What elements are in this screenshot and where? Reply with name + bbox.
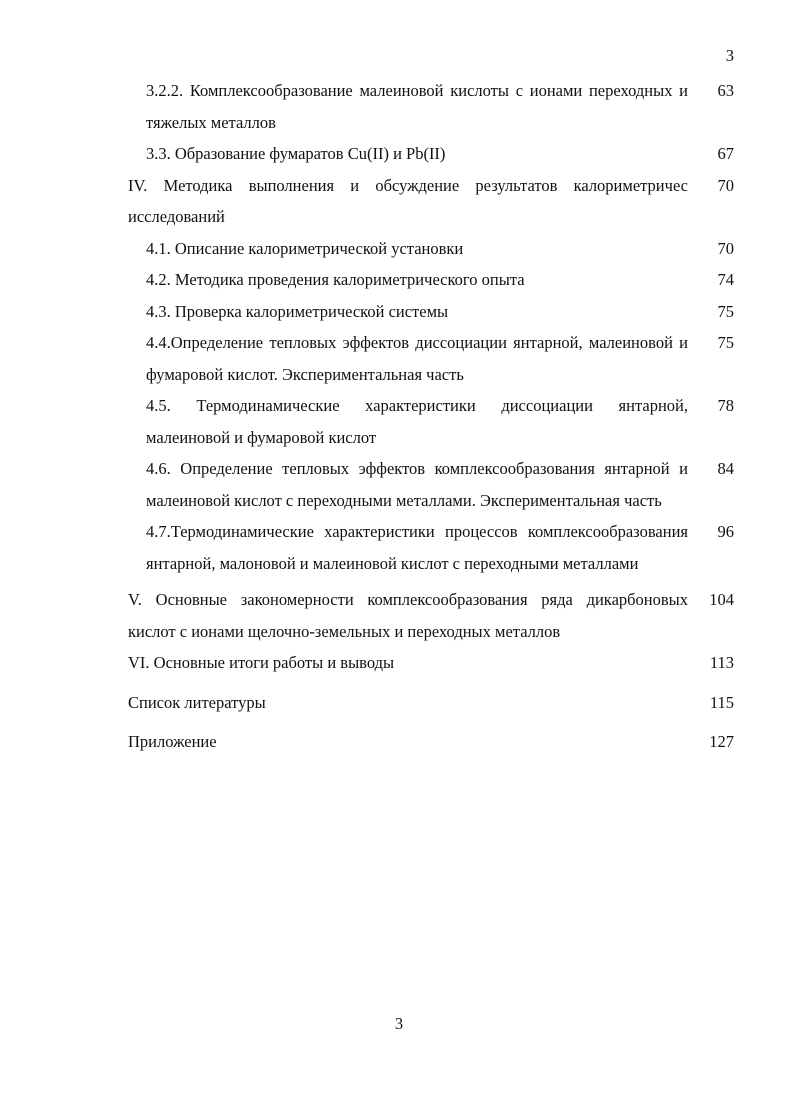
toc-entry-4-5 — [128, 390, 734, 453]
toc-entry-title: VI. Основные итоги работы и выводы — [128, 653, 395, 672]
toc-entry-title: Приложение — [128, 732, 217, 751]
toc-entry-title: 4.6. Определение тепловых эффектов комплексообразования янтарной и малеиновой кислот с переходными металлами. Экспериментальная часть — [146, 459, 688, 510]
toc-entry-vi — [128, 647, 734, 679]
toc-entry-page: 113 — [709, 653, 734, 672]
toc-entry-title: IV. Методика выполнения и обсуждение результатов калориметричес исследований — [128, 175, 688, 226]
toc-entry-title: 4.1. Описание калориметрической установки — [146, 238, 464, 258]
toc-entry-4-4 — [128, 327, 734, 390]
toc-entry-4-2 — [128, 264, 734, 296]
toc-entry-page: 63 — [717, 81, 734, 100]
toc-entry-title: V. Основные закономерности комплексообразования ряда дикарбоновых кислот с ионами щелочно-земельных и переходных металлов — [128, 590, 688, 641]
toc-entry-page: 78 — [717, 396, 734, 415]
toc-entry-page: 96 — [717, 522, 734, 541]
toc-entry-3-2-2 — [128, 75, 734, 138]
toc-entry-title: 4.3. Проверка калориметрической системы — [146, 301, 449, 321]
toc-entry-title: 3.2.2. Комплексообразование малеиновой кислоты с ионами переходных и тяжелых металлов — [146, 81, 688, 132]
toc-entry-4-1 — [128, 233, 734, 265]
toc-entry-title: 4.2. Методика проведения калориметрического опыта — [146, 270, 525, 289]
toc-entry-page: 75 — [717, 301, 734, 321]
header-page-number: 3 — [725, 46, 734, 65]
toc-entry-page: 127 — [709, 732, 734, 751]
toc-entry-title: Список литературы — [128, 692, 266, 712]
toc-entry-3-3 — [128, 138, 734, 170]
toc-entry-page: 70 — [717, 238, 734, 258]
toc-entry-page: 74 — [717, 270, 734, 289]
toc-entry-iv — [128, 170, 734, 233]
toc-entry-page: 104 — [709, 590, 734, 609]
toc-entry-title: 4.5. Термодинамические характеристики диссоциации янтарной, малеиновой и фумаровой кислот — [146, 396, 688, 447]
toc-entry-title: 4.4.Определение тепловых эффектов диссоциации янтарной, малеиновой и фумаровой кислот. Экспериментальная часть — [146, 333, 688, 384]
footer-page-number: 3 — [394, 1014, 404, 1033]
toc-entry-page: 84 — [717, 459, 734, 478]
toc-entry-4-7 — [128, 516, 734, 579]
toc-entry-title: 3.3. Образование фумаратов Cu(II) и Pb(II) — [146, 144, 446, 163]
toc-entry-appendix — [128, 726, 734, 758]
toc-entry-title: 4.7.Термодинамические характеристики процессов комплексообразования янтарной, малоновой и малеиновой кислот с переходными металлами — [146, 522, 688, 573]
toc-entry-page: 75 — [717, 333, 734, 352]
toc-entry-4-3 — [128, 296, 734, 328]
toc-entry-v — [128, 584, 734, 647]
toc-entry-page: 70 — [717, 175, 734, 195]
table-of-contents — [128, 75, 734, 758]
toc-entry-4-6 — [128, 453, 734, 516]
toc-entry-references — [128, 687, 734, 719]
toc-entry-page: 115 — [709, 692, 734, 712]
toc-entry-page: 67 — [717, 144, 734, 163]
